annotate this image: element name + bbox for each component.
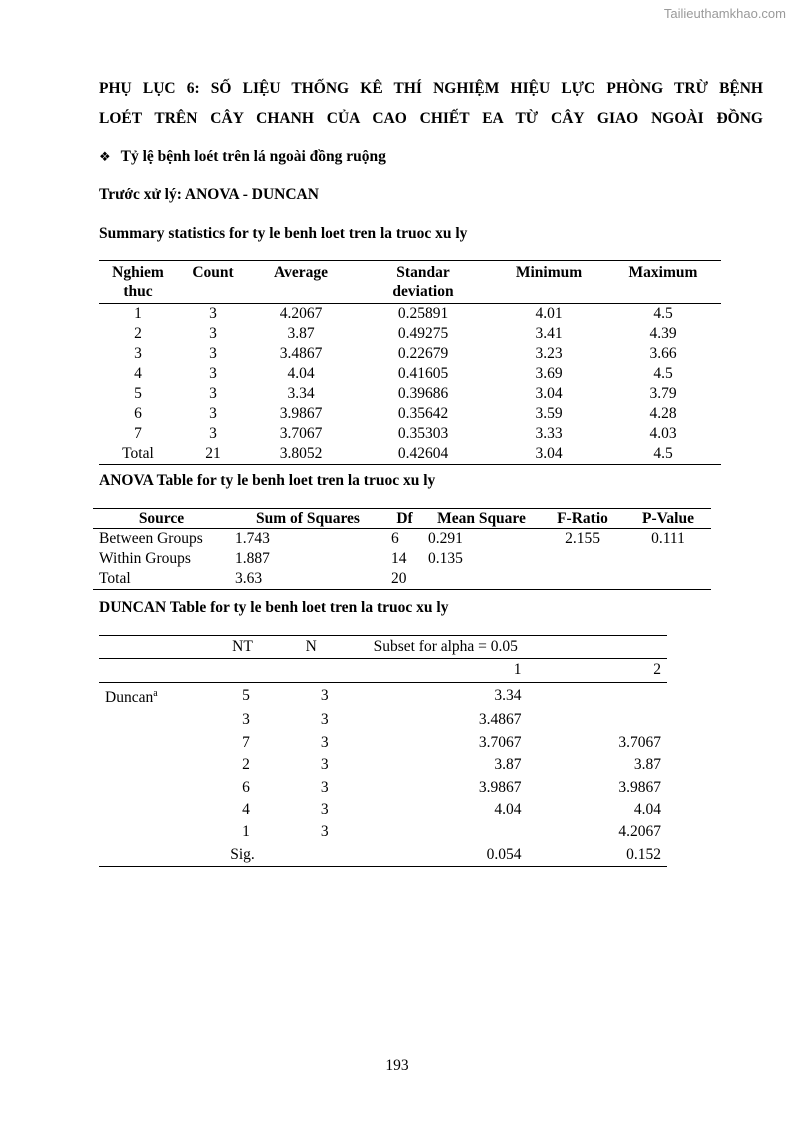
bullet-item	[99, 148, 386, 166]
table-cell: 0.111	[651, 530, 685, 547]
table-cell: 3.66	[649, 345, 677, 362]
table-row	[99, 709, 667, 731]
table-cell: 2	[242, 756, 250, 774]
table-cell: 5	[242, 686, 250, 704]
method-cell	[99, 754, 208, 776]
table-cell: 3.34	[287, 385, 315, 402]
table-cell: 3.7067	[618, 733, 661, 751]
table-cell: 3	[320, 686, 329, 704]
table-cell: 3	[320, 756, 329, 774]
method-cell	[99, 821, 208, 843]
table-cell: 7	[134, 425, 142, 442]
sig-value: 0.054	[486, 845, 522, 863]
method-cell	[99, 799, 208, 821]
col-header-subset-1: 1	[513, 661, 522, 679]
method-cell	[99, 709, 208, 731]
table-cell: 3	[209, 365, 217, 382]
col-header-subset-2: 2	[653, 661, 661, 679]
table-cell: 0.42604	[397, 445, 449, 462]
table-cell: 6	[391, 530, 399, 547]
table-cell: 4.39	[649, 325, 677, 342]
duncan-subheader-row	[99, 659, 667, 682]
table-cell: 3	[242, 711, 250, 729]
table-cell: 3	[320, 823, 329, 841]
table-row	[99, 384, 721, 404]
table-cell: 3.63	[235, 570, 263, 587]
table-row	[99, 404, 721, 424]
table-cell: 4.5	[653, 305, 673, 322]
table-row	[99, 344, 721, 364]
table-cell	[625, 569, 711, 590]
table-cell: 3.69	[535, 365, 563, 382]
col-header-nt: NT	[232, 638, 253, 655]
table-cell: 3	[209, 385, 217, 402]
table-cell: 3.7067	[478, 733, 522, 751]
method-label: Duncan	[105, 688, 154, 706]
table-cell: 0.22679	[397, 345, 449, 362]
table-cell: 14	[391, 550, 407, 567]
table-cell: 4.2067	[618, 823, 661, 841]
table-row	[99, 821, 667, 843]
anova-title: ANOVA Table for ty le benh loet tren la truoc xu ly	[99, 472, 436, 489]
table-cell: 3	[209, 305, 217, 322]
table-cell: 0.25891	[397, 305, 449, 322]
table-cell	[277, 844, 346, 867]
table-row	[99, 799, 667, 821]
table-cell: 3.33	[535, 425, 563, 442]
table-cell	[540, 569, 625, 590]
table-row	[99, 324, 721, 344]
table-row	[99, 304, 721, 325]
table-cell: 3	[320, 778, 329, 796]
table-cell: Between Groups	[99, 530, 203, 547]
table-row	[99, 754, 667, 776]
table-cell: 7	[242, 733, 250, 751]
table-cell: 4.04	[287, 365, 315, 382]
sig-label: Sig.	[230, 845, 255, 863]
table-cell: 5	[134, 385, 142, 402]
table-cell: 1	[242, 823, 250, 841]
table-cell: 3	[134, 345, 142, 362]
table-cell: 3.04	[535, 445, 563, 462]
table-cell: 6	[134, 405, 142, 422]
table-cell: 3.9867	[618, 778, 661, 796]
table-cell: 3	[320, 801, 329, 818]
summary-header-row	[99, 261, 721, 304]
method-footnote-marker: a	[153, 687, 158, 699]
table-cell: 3.23	[535, 345, 563, 362]
table-cell	[99, 844, 208, 867]
table-row	[99, 424, 721, 444]
table-cell: 2	[134, 325, 142, 342]
anova-col-header: F-Ratio	[557, 510, 608, 527]
appendix-title-line-1: PHỤ LỤC 6: SỐ LIỆU THỐNG KÊ THÍ NGHIỆM HIỆU LỰC PHÒNG TRỪ BỆNH	[99, 80, 763, 97]
table-cell: 4.2067	[279, 305, 323, 322]
col-header-std: Standar deviation	[392, 264, 454, 300]
sig-row	[99, 844, 667, 867]
summary-title: Summary statistics for ty le benh loet tren la truoc xu ly	[99, 225, 468, 242]
anova-col-header: Source	[138, 510, 185, 527]
table-cell: 3	[209, 325, 217, 342]
col-header-nghiem-thuc: Nghiem thuc	[112, 264, 164, 300]
table-cell: 1.887	[235, 550, 270, 567]
table-cell: 21	[205, 445, 221, 462]
diamond-bullet-icon: ❖	[99, 150, 111, 165]
table-cell: 4.04	[494, 801, 522, 818]
table-cell: 0.49275	[397, 325, 449, 342]
table-cell: 3	[209, 405, 217, 422]
table-row	[93, 569, 711, 590]
table-cell: 3.87	[287, 325, 315, 342]
table-cell: 3.41	[535, 325, 563, 342]
table-cell: 1.743	[235, 530, 270, 547]
table-cell: 3.34	[494, 686, 522, 704]
anova-col-header: Sum of Squares	[256, 510, 360, 527]
col-header-minimum: Minimum	[515, 264, 583, 281]
appendix-title-line-2: LOÉT TRÊN CÂY CHANH CỦA CAO CHIẾT EA TỪ CÂY GIAO NGOÀI ĐỒNG	[99, 110, 763, 127]
table-cell: 6	[242, 778, 250, 796]
anova-col-header: Mean Square	[437, 510, 526, 527]
table-cell	[527, 709, 667, 731]
bullet-text: Tỷ lệ bệnh loét trên lá ngoài đồng ruộng	[120, 148, 386, 165]
table-cell: 0.135	[428, 550, 463, 567]
table-cell: 3	[209, 425, 217, 442]
table-cell: 4.5	[653, 445, 673, 462]
watermark: Tailieuthamkhao.com	[663, 6, 786, 21]
table-cell: 2.155	[565, 530, 600, 547]
table-cell: 3	[320, 733, 329, 751]
sig-value: 0.152	[626, 845, 661, 863]
section-label: Trước xử lý: ANOVA - DUNCAN	[99, 186, 319, 203]
table-cell: 3.9867	[478, 778, 522, 796]
table-cell: 3.87	[633, 756, 661, 774]
col-header-average: Average	[274, 264, 328, 281]
table-cell: 4	[242, 801, 250, 818]
table-cell	[346, 821, 528, 843]
table-cell: 3.87	[494, 756, 522, 774]
col-header-n: N	[305, 638, 317, 655]
method-cell	[99, 682, 208, 709]
table-cell: 4.03	[649, 425, 677, 442]
table-cell: 4.04	[633, 801, 661, 818]
table-cell: 20	[391, 570, 407, 587]
table-row	[99, 777, 667, 799]
table-cell: 4	[134, 365, 142, 382]
table-cell: 3	[209, 345, 217, 362]
table-cell: 4.5	[653, 365, 673, 382]
table-cell: 0.39686	[397, 385, 449, 402]
table-row	[99, 364, 721, 384]
anova-col-header: Df	[396, 510, 413, 527]
col-header-subset: Subset for alpha = 0.05	[373, 638, 518, 655]
table-cell	[527, 682, 667, 709]
table-row	[93, 549, 711, 569]
table-cell: 0.41605	[397, 365, 449, 382]
anova-header-row	[93, 509, 711, 529]
table-row	[99, 444, 721, 465]
method-cell	[99, 732, 208, 754]
table-cell: 3.04	[535, 385, 563, 402]
table-cell: 3.8052	[279, 445, 323, 462]
table-cell: 0.35642	[397, 405, 449, 422]
table-cell: 4.28	[649, 405, 677, 422]
table-cell	[625, 549, 711, 569]
anova-col-header: P-Value	[642, 510, 694, 527]
table-cell: Total	[122, 445, 154, 462]
table-cell: 0.35303	[397, 425, 449, 442]
duncan-table	[99, 635, 667, 867]
table-cell: 3.4867	[478, 711, 522, 729]
col-header-count: Count	[192, 264, 234, 281]
duncan-title: DUNCAN Table for ty le benh loet tren la truoc xu ly	[99, 599, 449, 616]
table-row	[93, 529, 711, 550]
table-row	[99, 682, 667, 709]
table-cell	[423, 569, 540, 590]
page-number: 193	[385, 1057, 409, 1074]
method-cell	[99, 777, 208, 799]
anova-table	[93, 508, 711, 590]
table-cell: Within Groups	[99, 550, 191, 567]
summary-table	[99, 260, 721, 465]
table-cell: 3.59	[535, 405, 563, 422]
table-cell: 3.9867	[279, 405, 323, 422]
table-row	[99, 732, 667, 754]
table-cell: 4.01	[535, 305, 563, 322]
table-cell	[540, 549, 625, 569]
duncan-header-row	[99, 636, 667, 659]
table-cell: Total	[99, 570, 131, 587]
table-cell: 3	[320, 711, 329, 729]
col-header-maximum: Maximum	[628, 264, 698, 281]
table-cell: 3.79	[649, 385, 677, 402]
table-cell: 3.4867	[279, 345, 323, 362]
table-cell: 0.291	[428, 530, 463, 547]
table-cell: 1	[134, 305, 142, 322]
table-cell: 3.7067	[279, 425, 323, 442]
